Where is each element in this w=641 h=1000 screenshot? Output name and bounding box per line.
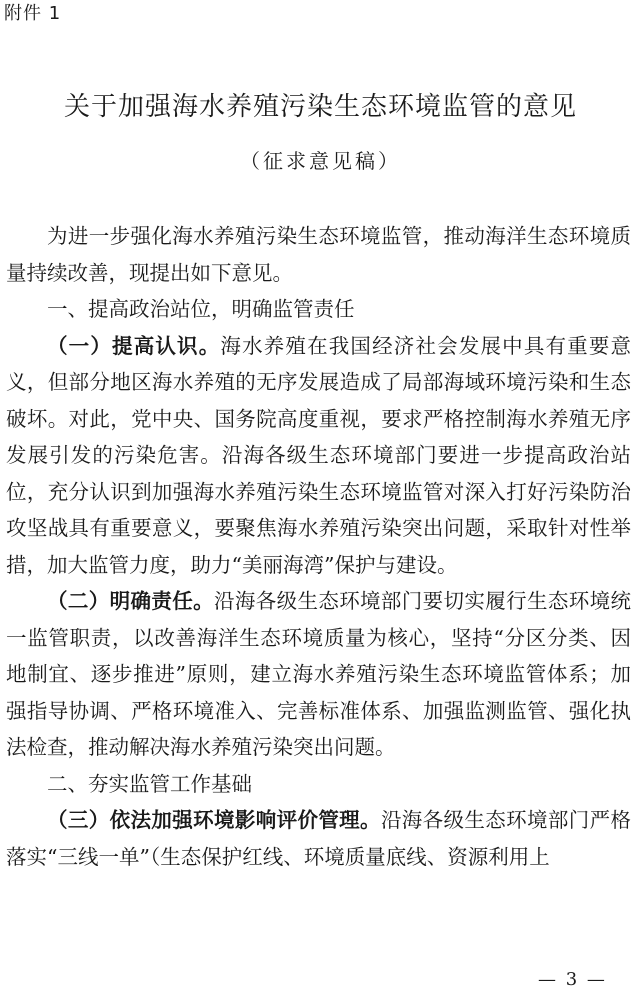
document-body [6,218,631,875]
item-3-text: 沿海各级生态环境部门严格落实“三线一单”（生态保护红线、环境质量底线、资源利用上 [6,808,632,869]
paragraph-item-2 [6,583,631,766]
page-number: — 3 — [538,969,607,990]
item-3-lead: （三）依法加强环境影响评价管理。 [47,808,381,832]
document-title: 关于加强海水养殖污染生态环境监管的意见 [63,92,577,122]
attachment-label: 附件 1 [4,3,62,24]
document-subtitle: （征求意见稿） [240,149,401,173]
item-2-text: 沿海各级生态环境部门要切实履行生态环境统一监管职责，以改善海洋生态环境质量为核心，坚持“分区分类、因地制宜、逐步推进”原则，建立海水养殖污染生态环境监管体系；加强指导协调、严格环境准入、完善标准体系、加强监测监管、强化执法检查，推动解决海水养殖污染突出问题。 [6,589,632,759]
paragraph-item-3 [6,802,631,875]
section-heading-1: 一、提高政治站位，明确监管责任 [47,297,355,321]
item-1-lead: （一）提高认识。 [47,333,221,358]
intro-paragraph: 为进一步强化海水养殖污染生态环境监管，推动海洋生态环境质量持续改善，现提出如下意见。 [6,224,631,285]
item-2-lead: （二）明确责任。 [47,589,214,613]
paragraph-item-1 [6,328,631,584]
item-1-text: 海水养殖在我国经济社会发展中具有重要意义，但部分地区海水养殖的无序发展造成了局部海域环境污染和生态破坏。对此，党中央、国务院高度重视，要求严格控制海水养殖无序发展引发的污染危害。沿海各级生态环境部门要进一步提高政治站位，充分认识到加强海水养殖污染生态环境监管对深入打好污染防治攻坚战具有重要意义，要聚焦海水养殖污染突出问题，采取针对性举措，加大监管力度，助力“美丽海湾”保护与建设。 [6,333,632,577]
section-heading-2: 二、夯实监管工作基础 [47,771,252,796]
